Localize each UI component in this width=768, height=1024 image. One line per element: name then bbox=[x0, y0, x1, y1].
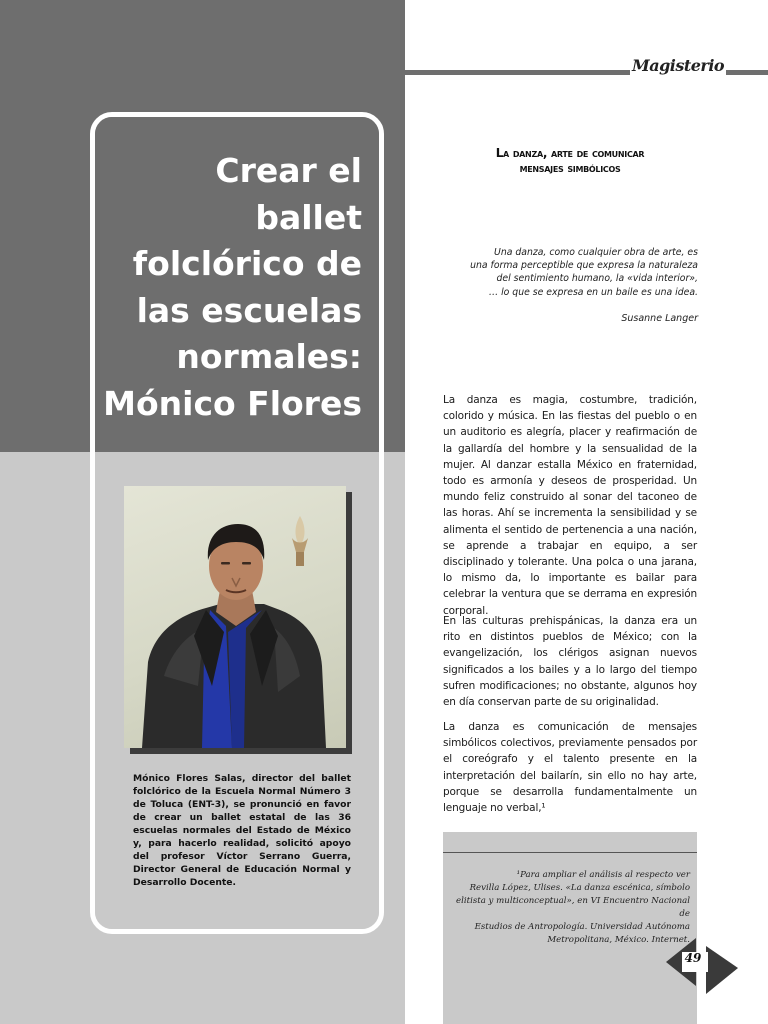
footnote-line: ¹Para ampliar el análisis al respecto ver bbox=[516, 870, 690, 880]
section-heading-line1: La danza, arte de comunicar bbox=[495, 146, 645, 160]
portrait-photo bbox=[124, 486, 346, 748]
epigraph-line: una forma perceptible que expresa la naturaleza bbox=[470, 260, 698, 272]
page-marker-icon bbox=[666, 938, 738, 994]
portrait-illustration bbox=[124, 486, 346, 748]
footnote-line: Estudios de Antropología. Universidad Autónoma bbox=[474, 922, 690, 932]
body-paragraph-1: La danza es magia, costumbre, tradición, colorido y música. En las fiestas del pueblo o en un auditorio es alegría, placer y reafirmación de la gallardía del hombre y la sensualidad de la mujer. Al danzar estalla México en fraternidad, todo es armonía y deseos de prosperidad. Un mundo feliz construido al sonar del taconeo de las horas. Ahí se incrementa la sensibilidad y se alimenta el sentido de pertenencia a una nación, se aprende a trabajar en equipo, a ser disciplinado y tolerante. Una polca o una jarana, lo mismo da, lo importante es bailar para celebrar la ventura que se derrama en expresión corporal. bbox=[443, 394, 697, 617]
photo-caption: Mónico Flores Salas, director del ballet folclórico de la Escuela Normal Número 3 de Toluca (ENT-3), se pronunció en favor de crear un ballet estatal de las 36 escuelas normales del Estado de México y, para hacerlo realidad, solicitó apoyo del profesor Víctor Serrano Guerra, Director General de Educación Normal y Desarrollo Docente. bbox=[133, 773, 351, 888]
epigraph-quote bbox=[455, 246, 698, 299]
epigraph-author: Susanne Langer bbox=[621, 313, 698, 324]
page-number: 49 bbox=[684, 951, 702, 965]
article-title: Crear el ballet folclórico de las escuelas normales: Mónico Flores bbox=[103, 151, 362, 423]
body-paragraph-2: En las culturas prehispánicas, la danza era un rito en distintos pueblos de México; con la evangelización, los clérigos asignan nuevos significados a los bailes y a lo largo del tiempo sufren modificaciones; no obstante, algunos hoy en día conservan parte de su originalidad. bbox=[443, 615, 697, 709]
section-label: Magisterio bbox=[632, 56, 725, 75]
wall-ornament bbox=[292, 516, 308, 566]
footnote-line: Revilla López, Ulises. «La danza escénica, símbolo bbox=[469, 883, 690, 893]
epigraph-line: del sentimiento humano, la «vida interior», bbox=[496, 273, 698, 285]
body-paragraph-3: La danza es comunicación de mensajes simbólicos colectivos, previamente pensados por el coreógrafo y el talento presente en la interpretación del bailarín, sin ello no hay arte, porque se desarrolla fundamentalmente un lenguaje no verbal,¹ bbox=[443, 721, 697, 815]
footnote-line: elitista y multiconceptual», en VI Encuentro Nacional de bbox=[456, 896, 690, 919]
footnote bbox=[448, 869, 690, 947]
epigraph-line: … lo que se expresa en un baile es una idea. bbox=[488, 286, 698, 298]
epigraph-line: Una danza, como cualquier obra de arte, es bbox=[494, 247, 698, 258]
footnote-rule bbox=[443, 852, 697, 853]
section-heading bbox=[440, 146, 700, 176]
footnote-line: Metropolitana, México. Internet. bbox=[547, 935, 690, 945]
section-heading-line2: mensajes simbólicos bbox=[519, 161, 621, 175]
